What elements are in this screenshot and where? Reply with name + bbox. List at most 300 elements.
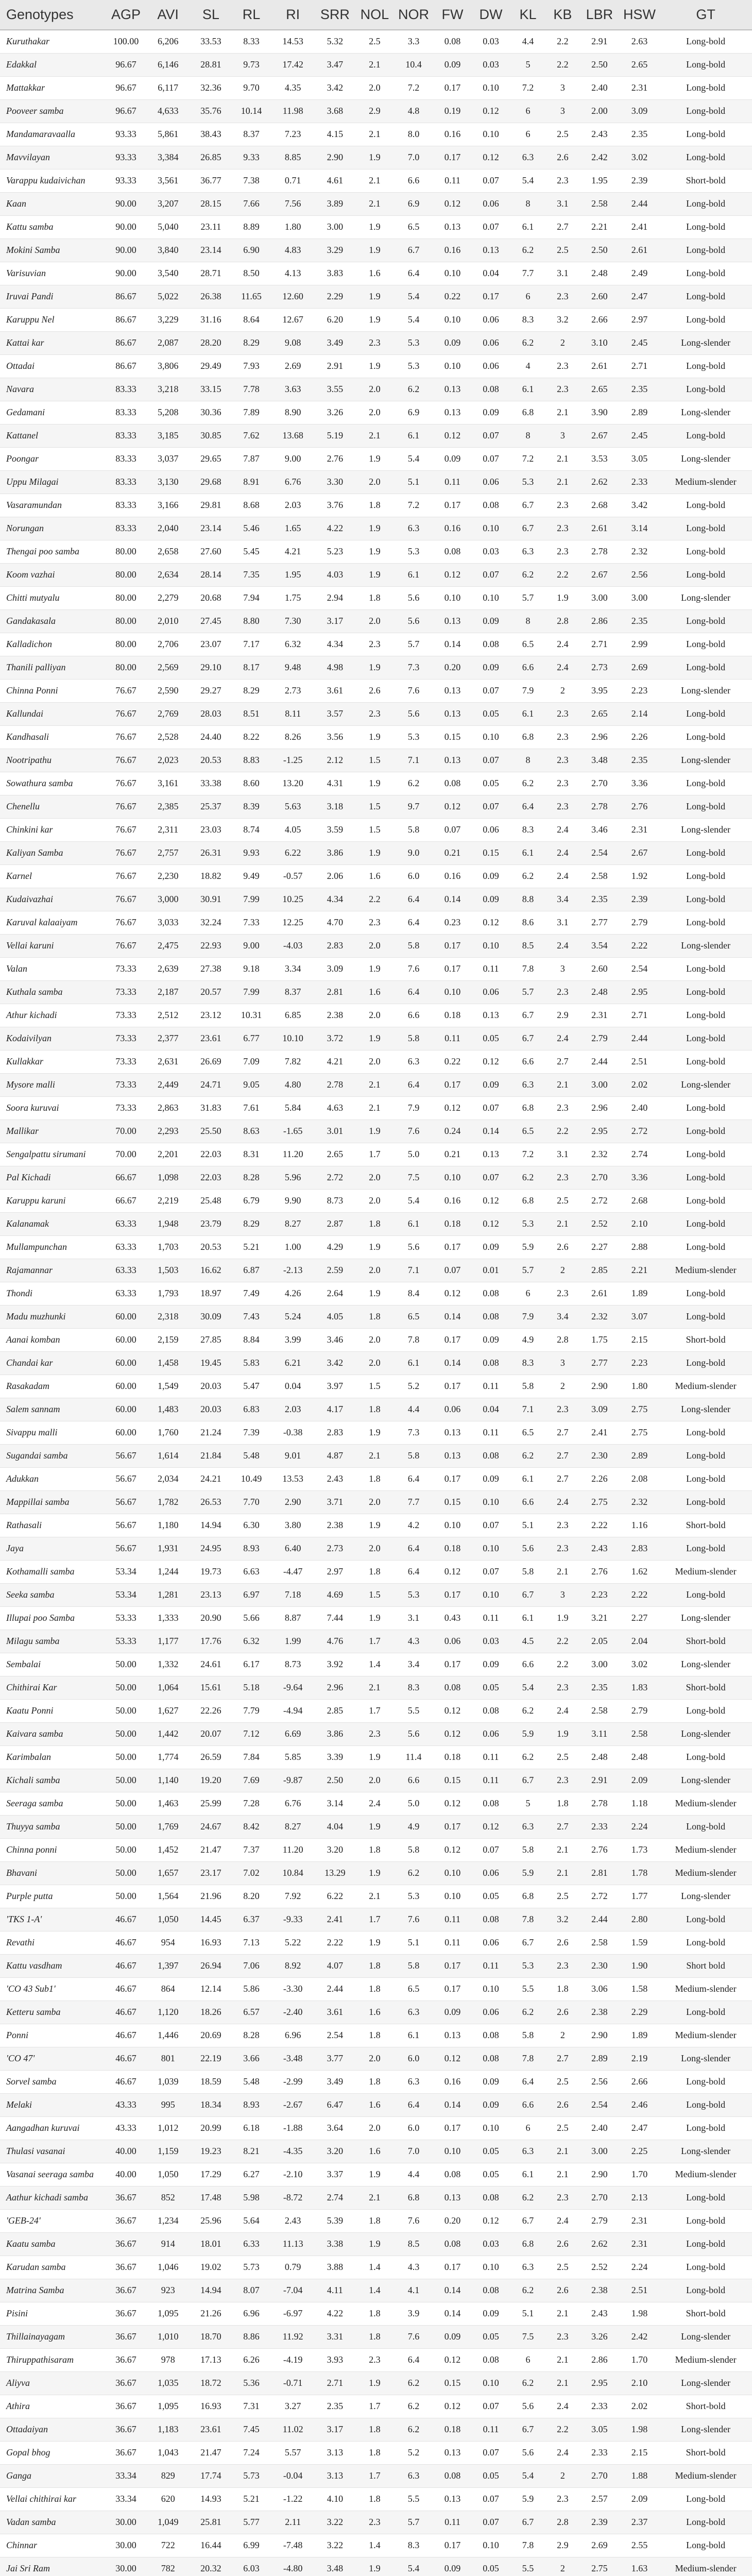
trait-value-cell: 6.20 (315, 308, 356, 331)
trait-value-cell: 50.00 (106, 1885, 146, 1908)
grain-type-cell: Long-slender (659, 749, 752, 772)
trait-value-cell: 20.07 (191, 1722, 232, 1745)
trait-value-cell: 0.08 (472, 2024, 510, 2047)
trait-value-cell: -2.10 (271, 2163, 315, 2186)
trait-value-cell: 3.01 (315, 1120, 356, 1143)
trait-value-cell: 1.9 (355, 354, 394, 378)
trait-value-cell: 6.6 (394, 1004, 434, 1027)
trait-value-cell: 6.2 (510, 772, 545, 795)
trait-value-cell: 80.00 (106, 633, 146, 656)
trait-value-cell: 18.34 (191, 2093, 232, 2116)
trait-value-cell: 90.00 (106, 215, 146, 239)
trait-value-cell: 3.59 (315, 818, 356, 841)
trait-value-cell: 4.98 (315, 656, 356, 679)
trait-value-cell: 4.9 (510, 1328, 545, 1351)
trait-value-cell: 6.32 (231, 1630, 271, 1653)
trait-value-cell: 0.12 (433, 2348, 472, 2371)
trait-value-cell: 1.80 (271, 215, 315, 239)
trait-value-cell: 3.4 (546, 1305, 579, 1328)
trait-value-cell: 2,187 (146, 980, 191, 1004)
trait-value-cell: 7.69 (231, 1769, 271, 1792)
trait-value-cell: 2.35 (315, 2395, 356, 2418)
trait-value-cell: 2.45 (620, 331, 660, 354)
trait-value-cell: 0.15 (433, 1769, 472, 1792)
table-row (0, 2163, 752, 2186)
trait-value-cell: 0.08 (472, 2348, 510, 2371)
trait-value-cell: 4.61 (315, 169, 356, 192)
trait-value-cell: 2.83 (620, 1537, 660, 1560)
trait-value-cell: 4.17 (315, 1398, 356, 1421)
trait-value-cell: 0.08 (472, 1908, 510, 1931)
trait-value-cell: 6.76 (271, 470, 315, 494)
column-header: NOR (394, 0, 434, 30)
trait-value-cell: 8.42 (231, 1815, 271, 1838)
trait-value-cell: 2.61 (579, 1282, 620, 1305)
trait-value-cell: 6.3 (394, 2070, 434, 2093)
trait-value-cell: 2.73 (315, 1537, 356, 1560)
trait-value-cell: 2.43 (579, 2302, 620, 2325)
trait-value-cell: 1.4 (355, 1653, 394, 1676)
trait-value-cell: 2.40 (579, 2116, 620, 2140)
trait-value-cell: 6.1 (394, 2024, 434, 2047)
trait-value-cell: 70.00 (106, 1143, 146, 1166)
trait-value-cell: 5.66 (231, 1606, 271, 1630)
trait-value-cell: 2.78 (579, 795, 620, 818)
trait-value-cell: 0.11 (472, 1745, 510, 1769)
trait-value-cell: 2.1 (546, 1838, 579, 1861)
trait-value-cell: 4,633 (146, 99, 191, 123)
trait-value-cell: 3.26 (579, 2325, 620, 2348)
column-header: KB (546, 0, 579, 30)
grain-type-cell: Long-slender (659, 331, 752, 354)
trait-value-cell: 7.7 (510, 262, 545, 285)
trait-value-cell: 3.39 (315, 1745, 356, 1769)
trait-value-cell: 1.95 (271, 563, 315, 586)
trait-value-cell: 17.42 (271, 53, 315, 76)
trait-value-cell: 2.3 (546, 2487, 579, 2511)
trait-value-cell: 2.85 (315, 1699, 356, 1722)
trait-value-cell: 2.3 (355, 633, 394, 656)
trait-value-cell: 2,528 (146, 725, 191, 749)
trait-value-cell: 6.7 (510, 1931, 545, 1954)
trait-value-cell: 5,022 (146, 285, 191, 308)
trait-value-cell: 2.3 (546, 517, 579, 540)
trait-value-cell: 36.67 (106, 2348, 146, 2371)
trait-value-cell: 6 (510, 2348, 545, 2371)
trait-value-cell: 5,040 (146, 215, 191, 239)
trait-value-cell: 1,180 (146, 1514, 191, 1537)
trait-value-cell: 6.96 (231, 2302, 271, 2325)
trait-value-cell: 1,049 (146, 2511, 191, 2534)
trait-value-cell: 0.14 (433, 633, 472, 656)
trait-value-cell: 2.66 (579, 308, 620, 331)
trait-value-cell: 9.49 (231, 865, 271, 888)
trait-value-cell: 1.75 (271, 586, 315, 609)
trait-value-cell: 29.10 (191, 656, 232, 679)
trait-value-cell: 0.17 (433, 1073, 472, 1096)
trait-value-cell: 22.26 (191, 1699, 232, 1722)
trait-value-cell: 73.33 (106, 1096, 146, 1120)
trait-value-cell: 53.33 (106, 1630, 146, 1653)
trait-value-cell: 1.8 (355, 1398, 394, 1421)
trait-value-cell: 0.09 (433, 2325, 472, 2348)
trait-value-cell: 0.10 (472, 1537, 510, 1560)
trait-value-cell: 20.03 (191, 1375, 232, 1398)
trait-value-cell: 3.00 (579, 1653, 620, 1676)
trait-value-cell: 11.20 (271, 1143, 315, 1166)
trait-value-cell: 26.94 (191, 1954, 232, 1977)
trait-value-cell: 5.5 (394, 2487, 434, 2511)
trait-value-cell: 6.7 (510, 1769, 545, 1792)
trait-value-cell: 0.11 (472, 1606, 510, 1630)
trait-value-cell: 0.07 (472, 1560, 510, 1583)
trait-value-cell: 2.76 (315, 447, 356, 470)
trait-value-cell: 3.1 (394, 1606, 434, 1630)
trait-value-cell: 1.9 (355, 725, 394, 749)
trait-value-cell: 2.42 (620, 2325, 660, 2348)
trait-value-cell: 8.86 (231, 2325, 271, 2348)
genotype-name-cell: Kothamalli samba (0, 1560, 106, 1583)
trait-value-cell: 36.67 (106, 2186, 146, 2209)
trait-value-cell: 3.13 (315, 2441, 356, 2464)
table-row (0, 1745, 752, 1769)
trait-value-cell: 0.10 (472, 517, 510, 540)
trait-value-cell: 0.07 (472, 2487, 510, 2511)
trait-value-cell: 46.67 (106, 2047, 146, 2070)
grain-type-cell: Long-bold (659, 1027, 752, 1050)
trait-value-cell: 2.33 (620, 470, 660, 494)
table-row (0, 146, 752, 169)
trait-value-cell: 36.67 (106, 2441, 146, 2464)
genotype-name-cell: Navara (0, 378, 106, 401)
trait-value-cell: 3.11 (579, 1722, 620, 1745)
trait-value-cell: 5 (510, 53, 545, 76)
grain-type-cell: Long-bold (659, 1490, 752, 1514)
trait-value-cell: -2.99 (271, 2070, 315, 2093)
trait-value-cell: 2.51 (620, 1050, 660, 1073)
trait-value-cell: 0.10 (472, 725, 510, 749)
trait-value-cell: 5.8 (394, 1444, 434, 1467)
trait-value-cell: 5.3 (510, 470, 545, 494)
genotype-name-cell: Kalanamak (0, 1212, 106, 1235)
table-row (0, 1351, 752, 1375)
trait-value-cell: 1.9 (355, 447, 394, 470)
trait-value-cell: 3.56 (315, 725, 356, 749)
table-row (0, 169, 752, 192)
table-row (0, 749, 752, 772)
grain-type-cell: Long-bold (659, 633, 752, 656)
grain-type-cell: Long-slender (659, 1722, 752, 1745)
trait-value-cell: 6,117 (146, 76, 191, 99)
trait-value-cell: 1,614 (146, 1444, 191, 1467)
trait-value-cell: 1.98 (620, 2418, 660, 2441)
trait-value-cell: 2.99 (620, 633, 660, 656)
trait-value-cell: 2,863 (146, 1096, 191, 1120)
trait-value-cell: 1.99 (271, 1630, 315, 1653)
trait-value-cell: 5.45 (231, 540, 271, 563)
trait-value-cell: 7.6 (394, 679, 434, 702)
trait-value-cell: 2.58 (579, 1931, 620, 1954)
trait-value-cell: 4 (510, 354, 545, 378)
trait-value-cell: 8.93 (231, 1537, 271, 1560)
trait-value-cell: 2.33 (579, 1815, 620, 1838)
trait-value-cell: 1.9 (355, 308, 394, 331)
trait-value-cell: 2.35 (579, 888, 620, 911)
trait-value-cell: 2.1 (546, 2163, 579, 2186)
trait-value-cell: 25.48 (191, 1189, 232, 1212)
trait-value-cell: 76.67 (106, 725, 146, 749)
trait-value-cell: 4.1 (394, 2279, 434, 2302)
trait-value-cell: 0.17 (433, 494, 472, 517)
trait-value-cell: 5.8 (394, 1838, 434, 1861)
table-row (0, 1490, 752, 1514)
trait-value-cell: 8.89 (231, 215, 271, 239)
trait-value-cell: 0.17 (433, 1328, 472, 1351)
trait-value-cell: 2.90 (315, 146, 356, 169)
trait-value-cell: 7.6 (394, 2209, 434, 2232)
genotype-name-cell: Gandakasala (0, 609, 106, 633)
trait-value-cell: 60.00 (106, 1375, 146, 1398)
table-row (0, 1328, 752, 1351)
trait-value-cell: 8.37 (271, 980, 315, 1004)
trait-value-cell: 1.8 (355, 586, 394, 609)
trait-value-cell: 6.5 (510, 633, 545, 656)
trait-value-cell: 1.8 (355, 2209, 394, 2232)
trait-value-cell: 83.33 (106, 494, 146, 517)
trait-value-cell: 0.07 (472, 1096, 510, 1120)
trait-value-cell: 2,377 (146, 1027, 191, 1050)
table-row (0, 2534, 752, 2557)
trait-value-cell: 3.17 (315, 609, 356, 633)
trait-value-cell: 5.7 (394, 633, 434, 656)
trait-value-cell: 2.31 (620, 2209, 660, 2232)
trait-value-cell: 5.5 (394, 1699, 434, 1722)
trait-value-cell: 2.85 (579, 1259, 620, 1282)
table-row (0, 1305, 752, 1328)
trait-value-cell: 2.1 (355, 192, 394, 215)
trait-value-cell: 1.83 (620, 1676, 660, 1699)
trait-value-cell: 18.97 (191, 1282, 232, 1305)
trait-value-cell: 1.8 (546, 1977, 579, 2001)
trait-value-cell: 3.1 (546, 911, 579, 934)
table-row (0, 447, 752, 470)
trait-value-cell: 7.93 (231, 354, 271, 378)
trait-value-cell: 2.3 (546, 795, 579, 818)
trait-value-cell: 8.17 (231, 656, 271, 679)
grain-type-cell: Long-bold (659, 2001, 752, 2024)
trait-value-cell: 2.03 (271, 494, 315, 517)
trait-value-cell: 5.4 (510, 169, 545, 192)
trait-value-cell: 2.0 (355, 609, 394, 633)
trait-value-cell: 4.34 (315, 888, 356, 911)
trait-value-cell: 2.78 (579, 540, 620, 563)
trait-value-cell: 7.79 (231, 1699, 271, 1722)
trait-value-cell: 3.61 (315, 2001, 356, 2024)
trait-value-cell: 0.15 (433, 1490, 472, 1514)
trait-value-cell: 2.31 (620, 76, 660, 99)
trait-value-cell: 0.05 (472, 2140, 510, 2163)
trait-value-cell: 1.9 (355, 841, 394, 865)
trait-value-cell: 0.11 (472, 957, 510, 980)
table-row (0, 1467, 752, 1490)
trait-value-cell: 10.31 (231, 1004, 271, 1027)
trait-value-cell: 2.2 (355, 888, 394, 911)
trait-value-cell: 6.0 (394, 2047, 434, 2070)
trait-value-cell: 2.2 (546, 2418, 579, 2441)
trait-value-cell: 1.9 (355, 2557, 394, 2576)
trait-value-cell: -9.33 (271, 1908, 315, 1931)
trait-value-cell: 8.80 (231, 609, 271, 633)
trait-value-cell: 53.34 (106, 1583, 146, 1606)
trait-value-cell: 6.2 (510, 239, 545, 262)
trait-value-cell: 46.67 (106, 1954, 146, 1977)
trait-value-cell: 0.14 (433, 888, 472, 911)
trait-value-cell: 5.85 (271, 1745, 315, 1769)
genotype-name-cell: Mattakkar (0, 76, 106, 99)
trait-value-cell: 3 (546, 424, 579, 447)
table-header (0, 0, 752, 30)
trait-value-cell: 6.30 (231, 1514, 271, 1537)
trait-value-cell: 0.13 (433, 1444, 472, 1467)
table-row (0, 1769, 752, 1792)
column-header: AVI (146, 0, 191, 30)
trait-value-cell: 1.8 (355, 494, 394, 517)
trait-value-cell: 0.07 (472, 2441, 510, 2464)
trait-value-cell: 2.30 (579, 1954, 620, 1977)
trait-value-cell: 2.0 (355, 1189, 394, 1212)
trait-value-cell: 6.2 (394, 2395, 434, 2418)
trait-value-cell: 0.07 (472, 169, 510, 192)
trait-value-cell: 1,183 (146, 2418, 191, 2441)
trait-value-cell: -0.04 (271, 2464, 315, 2487)
trait-value-cell: 96.67 (106, 53, 146, 76)
trait-value-cell: 0.03 (472, 30, 510, 53)
trait-value-cell: 2.4 (546, 2441, 579, 2464)
genotype-name-cell: Kandhasali (0, 725, 106, 749)
genotype-name-cell: Adukkan (0, 1467, 106, 1490)
trait-value-cell: -1.25 (271, 749, 315, 772)
table-row (0, 1120, 752, 1143)
trait-value-cell: 2.43 (579, 1537, 620, 1560)
trait-value-cell: 0.16 (433, 517, 472, 540)
trait-value-cell: 2.47 (620, 2116, 660, 2140)
trait-value-cell: 1.9 (355, 1861, 394, 1885)
genotype-name-cell: Kodaivilyan (0, 1027, 106, 1050)
table-row (0, 401, 752, 424)
grain-type-cell: Medium-slender (659, 1560, 752, 1583)
trait-value-cell: 1.8 (355, 1838, 394, 1861)
trait-value-cell: 12.60 (271, 285, 315, 308)
trait-value-cell: 2.6 (546, 146, 579, 169)
grain-type-cell: Long-slender (659, 934, 752, 957)
table-row (0, 1189, 752, 1212)
trait-value-cell: 2.65 (620, 53, 660, 76)
column-header: AGP (106, 0, 146, 30)
trait-value-cell: 1.7 (355, 2464, 394, 2487)
trait-value-cell: 5.3 (394, 725, 434, 749)
trait-value-cell: 0.04 (472, 262, 510, 285)
table-row (0, 2557, 752, 2576)
trait-value-cell: 0.79 (271, 2256, 315, 2279)
trait-value-cell: 2.54 (315, 2024, 356, 2047)
trait-value-cell: 0.18 (433, 1745, 472, 1769)
trait-value-cell: 2.6 (546, 1235, 579, 1259)
grain-type-cell: Short bold (659, 1954, 752, 1977)
trait-value-cell: 0.11 (433, 169, 472, 192)
trait-value-cell: 2.3 (546, 749, 579, 772)
grain-type-cell: Short-bold (659, 1514, 752, 1537)
trait-value-cell: 7.23 (271, 123, 315, 146)
table-row (0, 888, 752, 911)
trait-value-cell: 1,159 (146, 2140, 191, 2163)
genotype-name-cell: Seeraga samba (0, 1792, 106, 1815)
trait-value-cell: 2.26 (579, 1467, 620, 1490)
grain-type-cell: Long-bold (659, 1421, 752, 1444)
trait-value-cell: 6.2 (394, 1861, 434, 1885)
trait-value-cell: 2.3 (546, 285, 579, 308)
trait-value-cell: 6.2 (510, 1745, 545, 1769)
trait-value-cell: 6.2 (510, 865, 545, 888)
trait-value-cell: 0.07 (472, 749, 510, 772)
trait-value-cell: 7.6 (394, 1120, 434, 1143)
trait-value-cell: 8.3 (394, 1676, 434, 1699)
trait-value-cell: 9.00 (271, 447, 315, 470)
trait-value-cell: -8.72 (271, 2186, 315, 2209)
trait-value-cell: 7.56 (271, 192, 315, 215)
trait-value-cell: 1,446 (146, 2024, 191, 2047)
trait-value-cell: 2.6 (546, 2001, 579, 2024)
trait-value-cell: 0.12 (433, 192, 472, 215)
trait-value-cell: 5.9 (510, 1861, 545, 1885)
trait-value-cell: 2.10 (620, 2371, 660, 2395)
genotype-name-cell: Chinkini kar (0, 818, 106, 841)
trait-value-cell: 2.72 (620, 1120, 660, 1143)
trait-value-cell: 1.89 (620, 1282, 660, 1305)
trait-value-cell: 2.02 (620, 2395, 660, 2418)
trait-value-cell: 4.21 (271, 540, 315, 563)
trait-value-cell: 0.10 (472, 2371, 510, 2395)
genotype-name-cell: Kuthala samba (0, 980, 106, 1004)
trait-value-cell: 17.74 (191, 2464, 232, 2487)
trait-value-cell: 6.8 (510, 1096, 545, 1120)
trait-value-cell: 6.6 (510, 1050, 545, 1073)
trait-value-cell: 17.29 (191, 2163, 232, 2186)
trait-value-cell: 2.57 (579, 2487, 620, 2511)
trait-value-cell: 3.30 (315, 470, 356, 494)
genotype-name-cell: Rasakadam (0, 1375, 106, 1398)
trait-value-cell: 0.06 (472, 308, 510, 331)
trait-value-cell: 4.70 (315, 911, 356, 934)
trait-value-cell: 7.1 (394, 749, 434, 772)
trait-value-cell: 8.20 (231, 1885, 271, 1908)
trait-value-cell: 2.9 (546, 1004, 579, 1027)
trait-value-cell: 13.53 (271, 1467, 315, 1490)
grain-type-cell: Long-bold (659, 563, 752, 586)
trait-value-cell: 25.81 (191, 2511, 232, 2534)
trait-value-cell: 83.33 (106, 517, 146, 540)
trait-value-cell: 0.05 (472, 2464, 510, 2487)
genotype-name-cell: Mallikar (0, 1120, 106, 1143)
trait-value-cell: 2.35 (620, 123, 660, 146)
trait-value-cell: 83.33 (106, 424, 146, 447)
trait-value-cell: 0.10 (433, 354, 472, 378)
trait-value-cell: 7.5 (510, 2325, 545, 2348)
trait-value-cell: 2.5 (355, 30, 394, 53)
table-row (0, 1583, 752, 1606)
trait-value-cell: 2.3 (546, 980, 579, 1004)
table-row (0, 1722, 752, 1745)
trait-value-cell: 14.45 (191, 1908, 232, 1931)
